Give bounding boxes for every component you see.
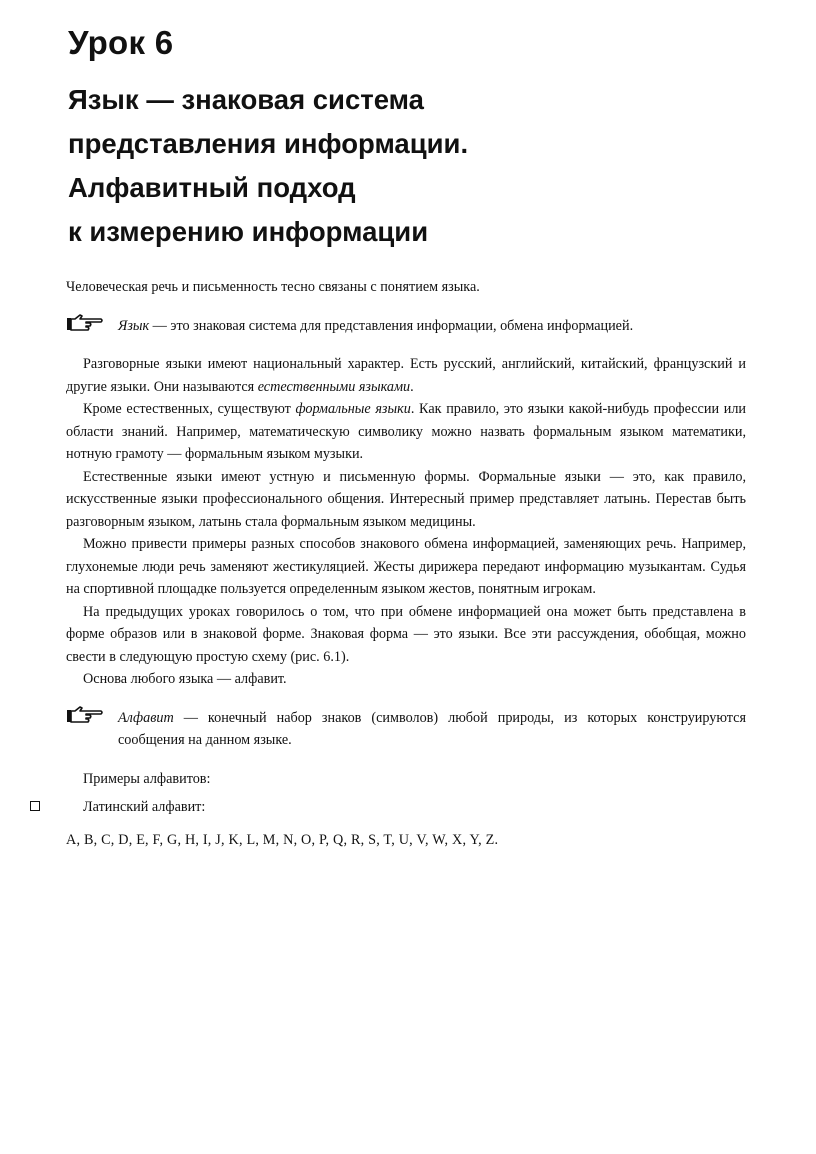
paragraph: Можно привести примеры разных способов знакового обмена информацией, заменяющих речь. Например, глухонемые люди речь заменяют жестикуляцией. Жесты дирижера передают информацию музыкантам. Судья на спортивной площадке пользуется определенным языком жестов, понятным игрокам. (66, 536, 746, 597)
pointing-hand-icon (66, 313, 104, 333)
bullet-latin (66, 796, 746, 819)
lesson-title (68, 78, 468, 254)
paragraph-text: Разговорные языки имеют национальный характер. Есть русский, английский, китайский, французский и другие языки. Они называются (66, 356, 746, 395)
definition-language-text: — это знаковая система для представления информации, обмена информацией. (149, 317, 634, 334)
lesson-body (66, 276, 746, 851)
latin-label: Латинский алфавит: (83, 799, 206, 815)
lesson-title-line: Алфавитный подход (68, 172, 356, 203)
paragraph (66, 353, 746, 398)
paragraph-text: Кроме естественных, существуют (83, 401, 296, 417)
definition-alphabet-text: — конечный набор знаков (символов) любой природы, из которых конструируются сообщения на данном языке. (118, 709, 746, 748)
definition-language (66, 315, 746, 338)
paragraph: На предыдущих уроках говорилось о том, что при обмене информацией она может быть представлена в форме образов или в знаковой форме. Знаковая форма — это языки. Все эти рассуждения, обобщая, можно свести в следующую простую схему (рис. 6.1). (66, 603, 746, 665)
paragraph-text: . (410, 378, 414, 395)
lesson-number: Урок 6 (68, 24, 174, 61)
pointing-hand-icon (66, 705, 104, 725)
term-formal-languages: формальные языки (295, 401, 411, 417)
latin-letters: A, B, C, D, E, F, G, H, I, J, K, L, M, N, O, P, Q, R, S, T, U, V, W, X, Y, Z. (66, 831, 499, 848)
lesson-title-line: к измерению информации (68, 216, 429, 247)
lesson-title-line: представления информации. (68, 128, 469, 159)
term-alphabet: Алфавит (118, 709, 174, 726)
checkbox-bullet-icon (30, 801, 40, 811)
lesson-title-line: Язык — знаковая система (68, 84, 424, 115)
paragraph: Естественные языки имеют устную и письменную формы. Формальные языки — это, как правило, искусственные языки профессионального общения. Интересный пример представляет латынь. Перестав быть разговорным языком, латынь стала формальным языком медицины. (66, 468, 746, 530)
paragraph-text: . Как правило, это языки какой-нибудь профессии или области знаний. Например, математическую символику можно назвать формальным языком математики, нотную грамоту — формальным языком музыки. (66, 401, 747, 462)
paragraph (66, 398, 746, 466)
definition-alphabet (66, 707, 746, 752)
paragraph: Основа любого языка — алфавит. (83, 671, 287, 687)
intro-paragraph: Человеческая речь и письменность тесно связаны с понятием языка. (66, 279, 480, 295)
examples-heading: Примеры алфавитов: (83, 770, 211, 787)
term-natural-languages: естественными языками (257, 378, 411, 395)
term-language: Язык (118, 317, 150, 334)
